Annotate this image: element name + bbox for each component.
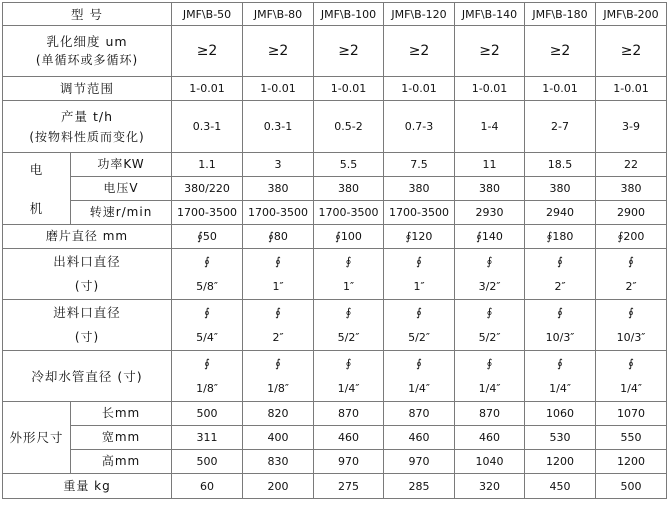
- model-label: 型 号: [3, 3, 172, 26]
- weight-value: 285: [384, 474, 455, 499]
- dims-length-value: 820: [243, 402, 314, 426]
- motor-label-bottom: 机: [29, 200, 44, 216]
- adjust-value: 1-0.01: [455, 77, 525, 101]
- weight-row: [3, 474, 667, 499]
- diameter-symbol: ∮: [275, 357, 281, 370]
- diameter-symbol: ∮: [557, 306, 563, 319]
- disc-value: ∮80: [243, 225, 314, 249]
- motor-label-gap: [3, 176, 70, 202]
- dims-length-value: 870: [314, 402, 384, 426]
- adjust-value: 1-0.01: [172, 77, 243, 101]
- output-sublabel: (按物料性质而变化): [29, 129, 145, 144]
- diameter-symbol: ∮: [275, 306, 281, 319]
- motor-power-row: [3, 153, 667, 177]
- adjust-value: 1-0.01: [384, 77, 455, 101]
- output-label: 产量 t/h: [61, 108, 114, 124]
- motor-speed-value: 1700-3500: [243, 201, 314, 225]
- fineness-value: ≥2: [384, 26, 455, 77]
- cooling-value-cell: [455, 351, 525, 402]
- diameter-symbol: ∮: [416, 255, 422, 268]
- motor-power-value: 22: [596, 153, 667, 177]
- outlet-value-cell: [384, 249, 455, 300]
- model-cell: JMF\B-50: [172, 3, 243, 26]
- cooling-value: 1/8″: [267, 382, 289, 395]
- cooling-label: 冷却水管直径 (寸): [3, 351, 172, 402]
- motor-power-label: 功率KW: [71, 153, 172, 177]
- fineness-label-cell: [3, 26, 172, 77]
- outlet-label-cell: [3, 249, 172, 300]
- motor-speed-value: 1700-3500: [384, 201, 455, 225]
- model-cell: JMF\B-200: [596, 3, 667, 26]
- inlet-value-cell: [596, 300, 667, 351]
- disc-value: ∮100: [314, 225, 384, 249]
- outlet-sublabel: (寸): [74, 279, 100, 293]
- output-value: 3-9: [596, 101, 667, 153]
- motor-power-value: 11: [455, 153, 525, 177]
- diameter-symbol: ∮: [628, 357, 634, 370]
- cooling-value-cell: [172, 351, 243, 402]
- cooling-value: 1/8″: [196, 382, 218, 395]
- motor-speed-value: 2930: [455, 201, 525, 225]
- fineness-value: ≥2: [525, 26, 596, 77]
- dims-height-value: 500: [172, 450, 243, 474]
- inlet-label-cell: [3, 300, 172, 351]
- disc-value: ∮180: [525, 225, 596, 249]
- dims-length-value: 1060: [525, 402, 596, 426]
- output-value: 0.7-3: [384, 101, 455, 153]
- motor-power-value: 7.5: [384, 153, 455, 177]
- outlet-value-cell: [525, 249, 596, 300]
- model-cell: JMF\B-140: [455, 3, 525, 26]
- motor-speed-value: 2940: [525, 201, 596, 225]
- motor-voltage-value: 380/220: [172, 177, 243, 201]
- outlet-value: 2″: [554, 280, 566, 293]
- cooling-row: [3, 351, 667, 402]
- inlet-sublabel: (寸): [74, 330, 100, 344]
- dims-width-label: 宽mm: [71, 426, 172, 450]
- diameter-symbol: ∮: [416, 306, 422, 319]
- motor-voltage-value: 380: [596, 177, 667, 201]
- inlet-value: 10/3″: [545, 331, 575, 344]
- disc-label: 磨片直径 mm: [3, 225, 172, 249]
- inlet-row: [3, 300, 667, 351]
- diameter-symbol: ∮: [628, 255, 634, 268]
- weight-value: 275: [314, 474, 384, 499]
- inlet-value-cell: [314, 300, 384, 351]
- inlet-value: 10/3″: [616, 331, 646, 344]
- outlet-label: 出料口直径: [53, 254, 121, 269]
- diameter-symbol: ∮: [204, 306, 210, 319]
- disc-value: ∮120: [384, 225, 455, 249]
- cooling-value-cell: [525, 351, 596, 402]
- cooling-value: 1/4″: [408, 382, 430, 395]
- outlet-row: [3, 249, 667, 300]
- fineness-sublabel: (单循环或多循环): [35, 53, 139, 67]
- dims-width-row: [3, 426, 667, 450]
- fineness-row: [3, 26, 667, 77]
- dims-length-label: 长mm: [71, 402, 172, 426]
- inlet-value: 5/2″: [408, 331, 430, 344]
- adjust-value: 1-0.01: [314, 77, 384, 101]
- motor-speed-row: [3, 201, 667, 225]
- adjust-label: 调节范围: [3, 77, 172, 101]
- motor-speed-value: 1700-3500: [314, 201, 384, 225]
- outlet-value: 5/8″: [196, 280, 218, 293]
- dims-width-value: 530: [525, 426, 596, 450]
- header-row: [3, 3, 667, 26]
- motor-power-value: 3: [243, 153, 314, 177]
- output-value: 1-4: [455, 101, 525, 153]
- adjust-value: 1-0.01: [596, 77, 667, 101]
- inlet-value-cell: [172, 300, 243, 351]
- diameter-symbol: ∮: [557, 255, 563, 268]
- diameter-symbol: ∮: [345, 255, 352, 268]
- motor-label-top: 电: [29, 161, 44, 177]
- cooling-value-cell: [314, 351, 384, 402]
- spec-table: [2, 2, 667, 499]
- outlet-value-cell: [314, 249, 384, 300]
- inlet-value: 5/2″: [478, 331, 501, 344]
- dims-length-value: 500: [172, 402, 243, 426]
- outlet-value-cell: [172, 249, 243, 300]
- dims-length-value: 870: [455, 402, 525, 426]
- motor-speed-value: 1700-3500: [172, 201, 243, 225]
- inlet-value-cell: [384, 300, 455, 351]
- model-cell: JMF\B-100: [314, 3, 384, 26]
- inlet-value: 5/2″: [337, 331, 360, 344]
- cooling-value-cell: [596, 351, 667, 402]
- weight-value: 60: [172, 474, 243, 499]
- output-label-cell: [3, 101, 172, 153]
- model-cell: JMF\B-80: [243, 3, 314, 26]
- dims-height-value: 970: [384, 450, 455, 474]
- dims-width-value: 460: [384, 426, 455, 450]
- weight-value: 200: [243, 474, 314, 499]
- motor-voltage-value: 380: [314, 177, 384, 201]
- diameter-symbol: ∮: [628, 306, 634, 319]
- diameter-symbol: ∮: [557, 357, 563, 370]
- dims-width-value: 460: [455, 426, 525, 450]
- dims-width-value: 311: [172, 426, 243, 450]
- output-value: 2-7: [525, 101, 596, 153]
- dims-length-row: [3, 402, 667, 426]
- motor-voltage-label: 电压V: [71, 177, 172, 201]
- weight-value: 500: [596, 474, 667, 499]
- disc-value: ∮140: [455, 225, 525, 249]
- cooling-value: 1/4″: [549, 382, 571, 395]
- fineness-label: 乳化细度 um: [46, 34, 128, 49]
- outlet-value: 1″: [342, 280, 355, 293]
- diameter-symbol: ∮: [486, 357, 493, 370]
- diameter-symbol: ∮: [345, 306, 352, 319]
- cooling-value: 1/4″: [478, 382, 501, 395]
- adjust-value: 1-0.01: [525, 77, 596, 101]
- model-cell: JMF\B-180: [525, 3, 596, 26]
- motor-voltage-value: 380: [525, 177, 596, 201]
- output-value: 0.3-1: [243, 101, 314, 153]
- inlet-value: 5/4″: [196, 331, 218, 344]
- disc-row: [3, 225, 667, 249]
- weight-value: 320: [455, 474, 525, 499]
- fineness-value: ≥2: [314, 26, 384, 77]
- dims-label: 外形尺寸: [3, 402, 71, 474]
- outlet-value-cell: [455, 249, 525, 300]
- motor-voltage-row: [3, 177, 667, 201]
- outlet-value-cell: [243, 249, 314, 300]
- dims-height-label: 高mm: [71, 450, 172, 474]
- dims-height-value: 1200: [525, 450, 596, 474]
- dims-height-row: [3, 450, 667, 474]
- dims-height-value: 1040: [455, 450, 525, 474]
- dims-height-value: 970: [314, 450, 384, 474]
- diameter-symbol: ∮: [416, 357, 422, 370]
- motor-voltage-value: 380: [384, 177, 455, 201]
- motor-power-value: 1.1: [172, 153, 243, 177]
- outlet-value-cell: [596, 249, 667, 300]
- fineness-value: ≥2: [172, 26, 243, 77]
- dims-height-value: 1200: [596, 450, 667, 474]
- disc-value: ∮200: [596, 225, 667, 249]
- model-cell: JMF\B-120: [384, 3, 455, 26]
- inlet-value: 2″: [272, 331, 284, 344]
- diameter-symbol: ∮: [345, 357, 352, 370]
- inlet-value-cell: [455, 300, 525, 351]
- weight-label: 重量 kg: [3, 474, 172, 499]
- motor-group-label: [3, 153, 71, 225]
- outlet-value: 1″: [413, 280, 425, 293]
- output-value: 0.5-2: [314, 101, 384, 153]
- motor-voltage-value: 380: [243, 177, 314, 201]
- output-row: [3, 101, 667, 153]
- disc-value: ∮50: [172, 225, 243, 249]
- cooling-value-cell: [384, 351, 455, 402]
- outlet-value: 1″: [272, 280, 284, 293]
- motor-speed-value: 2900: [596, 201, 667, 225]
- motor-power-value: 18.5: [525, 153, 596, 177]
- motor-speed-label: 转速r/min: [71, 201, 172, 225]
- outlet-value: 2″: [625, 280, 637, 293]
- fineness-value: ≥2: [596, 26, 667, 77]
- inlet-value-cell: [525, 300, 596, 351]
- diameter-symbol: ∮: [275, 255, 281, 268]
- diameter-symbol: ∮: [486, 306, 493, 319]
- dims-width-value: 400: [243, 426, 314, 450]
- cooling-value: 1/4″: [337, 382, 360, 395]
- diameter-symbol: ∮: [486, 255, 493, 268]
- dims-height-value: 830: [243, 450, 314, 474]
- cooling-value: 1/4″: [620, 382, 642, 395]
- adjust-row: [3, 77, 667, 101]
- inlet-value-cell: [243, 300, 314, 351]
- inlet-label: 进料口直径: [53, 305, 121, 320]
- diameter-symbol: ∮: [204, 357, 210, 370]
- diameter-symbol: ∮: [204, 255, 210, 268]
- motor-voltage-value: 380: [455, 177, 525, 201]
- dims-length-value: 1070: [596, 402, 667, 426]
- motor-power-value: 5.5: [314, 153, 384, 177]
- dims-width-value: 550: [596, 426, 667, 450]
- cooling-value-cell: [243, 351, 314, 402]
- dims-width-value: 460: [314, 426, 384, 450]
- outlet-value: 3/2″: [478, 280, 501, 293]
- fineness-value: ≥2: [455, 26, 525, 77]
- dims-length-value: 870: [384, 402, 455, 426]
- fineness-value: ≥2: [243, 26, 314, 77]
- adjust-value: 1-0.01: [243, 77, 314, 101]
- output-value: 0.3-1: [172, 101, 243, 153]
- weight-value: 450: [525, 474, 596, 499]
